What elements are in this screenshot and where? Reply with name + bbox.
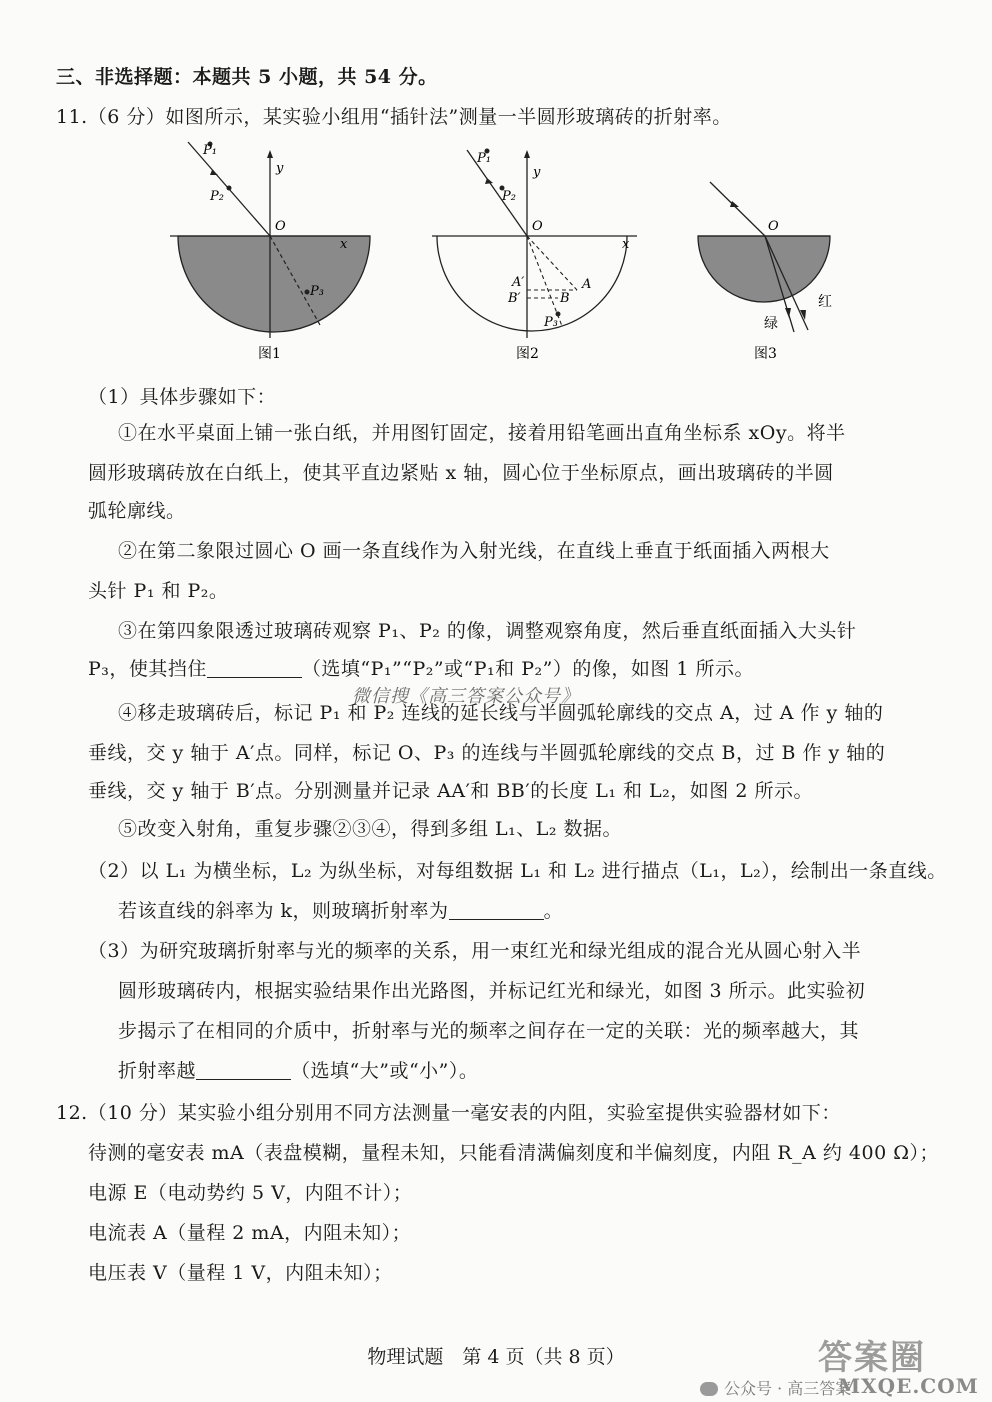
fig2-b-label: B [560, 291, 570, 306]
step4-line3: 垂线，交 y 轴于 B′点。分别测量并记录 AA′和 BB′的长度 L₁ 和 L₂，如图 2 所示。 [88, 780, 813, 802]
part3-line2: 圆形玻璃砖内，根据实验结果作出光路图，并标记红光和绿光，如图 3 所示。此实验初 [118, 980, 866, 1002]
answer-blank-3[interactable] [196, 1061, 291, 1080]
fig2-a-label: A [582, 277, 592, 292]
fig1-o-label: O [275, 219, 286, 234]
fig2-b-prime-label: B′ [508, 291, 521, 306]
step2-line2: 头针 P₁ 和 P₂。 [88, 580, 229, 602]
step3-line2-suffix: （选填“P₁”“P₂”或“P₁和 P₂”）的像，如图 1 所示。 [301, 658, 754, 680]
figure-1 [170, 140, 370, 369]
q11-intro: 11.（6 分）如图所示，某实验小组用“插针法”测量一半圆形玻璃砖的折射率。 [56, 106, 732, 128]
answer-blank-2[interactable] [449, 901, 544, 920]
watermark-wechat-text: 公众号 · 高三答案 [724, 1379, 852, 1398]
fig2-caption: 图2 [516, 346, 539, 362]
fig2-p1-label: P₁ [477, 151, 491, 166]
part1-heading: （1）具体步骤如下： [88, 386, 277, 408]
fig1-caption: 图1 [258, 346, 281, 362]
q12-line5: 电压表 V（量程 1 V，内阻未知）； [88, 1262, 393, 1284]
q12-line1: 12.（10 分）某实验小组分别用不同方法测量一毫安表的内阻，实验室提供实验器材如下： [56, 1102, 841, 1124]
fig1-p3-label: P₃ [310, 284, 324, 299]
figure-3 [696, 140, 856, 369]
part2-line2-prefix: 若该直线的斜率为 k，则玻璃折射率为 [118, 900, 449, 922]
fig2-p2-label: P₂ [502, 189, 516, 204]
part3-line3: 步揭示了在相同的介质中，折射率与光的频率之间存在一定的关联：光的频率越大，其 [118, 1020, 860, 1042]
fig1-x-label: x [340, 237, 348, 252]
watermark-wechat [700, 1376, 851, 1399]
fig3-green-label: 绿 [764, 316, 778, 332]
q12-line2: 待测的毫安表 mA（表盘模糊，量程未知，只能看清满偏刻度和半偏刻度，内阻 R_A 约 400 Ω）； [88, 1142, 939, 1164]
part3-line4 [118, 1058, 478, 1084]
fig3-caption: 图3 [754, 346, 777, 362]
step4-line1: ④移走玻璃砖后，标记 P₁ 和 P₂ 连线的延长线与半圆弧轮廓线的交点 A，过 A 作 y 轴的 [118, 702, 884, 724]
step3-line2-prefix: P₃，使其挡住 [88, 658, 207, 680]
step1-line2: 圆形玻璃砖放在白纸上，使其平直边紧贴 x 轴，圆心位于坐标原点，画出玻璃砖的半圆 [88, 462, 834, 484]
part2-line2-suffix: 。 [543, 900, 564, 922]
step3-line1: ③在第四象限透过玻璃砖观察 P₁、P₂ 的像，调整观察角度，然后垂直纸面插入大头针 [118, 620, 857, 642]
step1-line3: 弧轮廓线。 [88, 500, 186, 522]
fig2-o-label: O [532, 219, 543, 234]
wechat-icon [700, 1382, 718, 1396]
fig1-p2-label: P₂ [210, 189, 224, 204]
step4-line2: 垂线，交 y 轴于 A′点。同样，标记 O、P₃ 的连线与半圆弧轮廓线的交点 B，过 B 作 y 轴的 [88, 742, 886, 764]
fig2-p3-label: P₃ [544, 315, 558, 330]
fig2-a-prime-label: A′ [512, 275, 525, 290]
part3-line4-suffix: （选填“大”或“小”）。 [291, 1060, 479, 1082]
figure-2 [432, 140, 642, 369]
fig1-y-label: y [276, 161, 284, 176]
step5-line1: ⑤改变入射角，重复步骤②③④，得到多组 L₁、L₂ 数据。 [118, 818, 623, 840]
part2-line2 [118, 898, 563, 924]
step1-line1: ①在水平桌面上铺一张白纸，并用图钉固定，接着用铅笔画出直角坐标系 xOy。将半 [118, 422, 846, 444]
answer-blank-1[interactable] [207, 659, 302, 678]
fig1-p1-label: P₁ [203, 143, 217, 158]
fig2-x-label: x [622, 237, 630, 252]
q12-line4: 电流表 A（量程 2 mA，内阻未知）； [88, 1222, 412, 1244]
page-footer: 物理试题 第 4 页（共 8 页） [367, 1346, 625, 1368]
fig3-red-label: 红 [818, 294, 832, 310]
step2-line1: ②在第二象限过圆心 O 画一条直线作为入射光线，在直线上垂直于纸面插入两根大 [118, 540, 830, 562]
watermark-logo: 答案圈 [818, 1338, 926, 1378]
q12-line3: 电源 E（电动势约 5 V，内阻不计）； [88, 1182, 413, 1204]
watermark-mid: 微信搜《高三答案公众号》 [352, 686, 580, 707]
part3-line1: （3）为研究玻璃折射率与光的频率的关系，用一束红光和绿光组成的混合光从圆心射入半 [88, 940, 862, 962]
watermark-site: MXQE.COM [838, 1374, 979, 1398]
part3-line4-prefix: 折射率越 [118, 1060, 197, 1082]
fig2-y-label: y [533, 165, 541, 180]
step3-line2 [88, 656, 754, 682]
part2-line1: （2）以 L₁ 为横坐标，L₂ 为纵坐标，对每组数据 L₁ 和 L₂ 进行描点（L₁，L₂），绘制出一条直线。 [88, 860, 947, 882]
section-heading: 三、非选择题：本题共 5 小题，共 54 分。 [56, 66, 438, 88]
fig3-o-label: O [768, 219, 779, 234]
